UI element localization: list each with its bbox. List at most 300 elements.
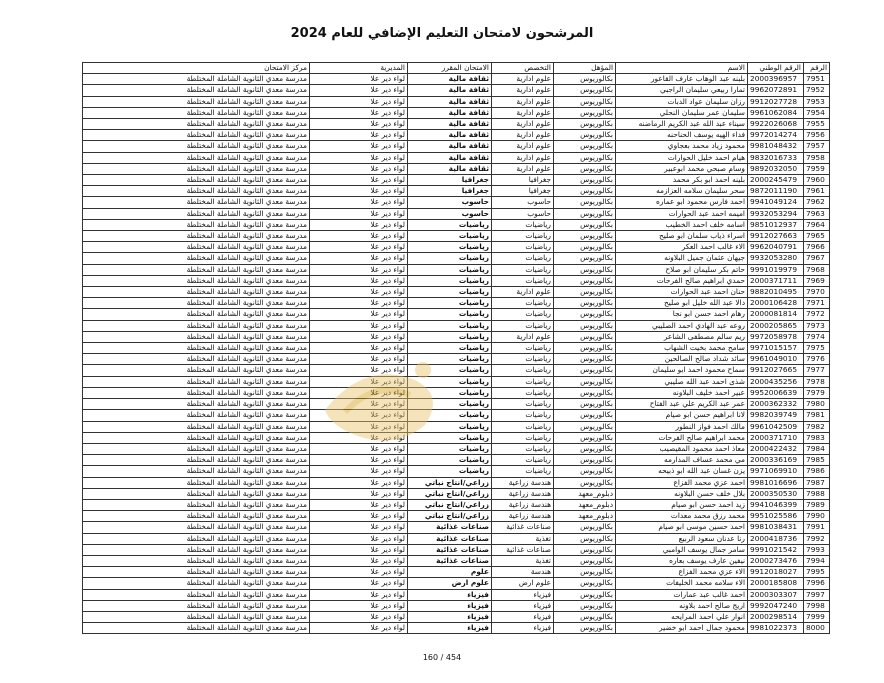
cell-exam-center: مدرسة معدي الثانوية الشاملة المختلطة (83, 152, 310, 163)
cell-candidate-name: رنا عدنان سعود الربيع (616, 533, 748, 544)
cell-candidate-name: رهام احمد حسن ابو نجا (616, 309, 748, 320)
cell-national-id: 9941049124 (748, 197, 804, 208)
cell-specialization: علوم ارض (492, 578, 554, 589)
cell-national-id: 2000371711 (748, 275, 804, 286)
cell-qualification: دبلوم_معهد (554, 511, 616, 522)
cell-qualification: بكالوريوس (554, 544, 616, 555)
cell-row-number: 7996 (804, 578, 830, 589)
cell-row-number: 7977 (804, 365, 830, 376)
cell-specialization: رياضيات (492, 421, 554, 432)
cell-exam-center: مدرسة معدي الثانوية الشاملة المختلطة (83, 488, 310, 499)
cell-national-id: 9991019979 (748, 264, 804, 275)
table-row (83, 455, 830, 466)
table-row (83, 522, 830, 533)
cell-specialization: فيزياء (492, 611, 554, 622)
cell-qualification: دبلوم_معهد (554, 499, 616, 510)
header-cell: التخصص (492, 63, 554, 74)
cell-directorate: لواء دير علا (310, 544, 408, 555)
cell-exam-center: مدرسة معدي الثانوية الشاملة المختلطة (83, 365, 310, 376)
cell-row-number: 7998 (804, 600, 830, 611)
table-row (83, 410, 830, 421)
cell-row-number: 7975 (804, 343, 830, 354)
cell-row-number: 7954 (804, 107, 830, 118)
table-row (83, 623, 830, 634)
cell-qualification: بكالوريوس (554, 600, 616, 611)
cell-candidate-name: الاء سلامه محمد الخليفات (616, 578, 748, 589)
cell-qualification: بكالوريوس (554, 74, 616, 85)
cell-exam-subject: رياضيات (408, 231, 492, 242)
cell-row-number: 7991 (804, 522, 830, 533)
cell-candidate-name: هيام احمد خليل الحوارات (616, 152, 748, 163)
cell-exam-center: مدرسة معدي الثانوية الشاملة المختلطة (83, 331, 310, 342)
cell-candidate-name: اسراء ذياب سلمان ابو صليح (616, 231, 748, 242)
cell-directorate: لواء دير علا (310, 365, 408, 376)
cell-specialization: هندسة زراعية (492, 477, 554, 488)
cell-qualification: بكالوريوس (554, 231, 616, 242)
cell-exam-center: مدرسة معدي الثانوية الشاملة المختلطة (83, 74, 310, 85)
cell-specialization: فيزياء (492, 623, 554, 634)
cell-row-number: 7980 (804, 399, 830, 410)
cell-exam-subject: رياضيات (408, 421, 492, 432)
cell-row-number: 8000 (804, 623, 830, 634)
cell-exam-subject: رياضيات (408, 343, 492, 354)
cell-exam-subject: جغرافيا (408, 186, 492, 197)
cell-directorate: لواء دير علا (310, 600, 408, 611)
cell-row-number: 7957 (804, 141, 830, 152)
cell-national-id: 2000081814 (748, 309, 804, 320)
cell-candidate-name: محمود زياد محمد بعجاوي (616, 141, 748, 152)
cell-national-id: 9932053280 (748, 253, 804, 264)
cell-row-number: 7967 (804, 253, 830, 264)
cell-row-number: 7987 (804, 477, 830, 488)
cell-candidate-name: بلينه احمد ابو بكر محمد (616, 175, 748, 186)
cell-national-id: 9912027728 (748, 96, 804, 107)
cell-national-id: 9951025586 (748, 511, 804, 522)
cell-specialization: علوم ادارية (492, 152, 554, 163)
cell-candidate-name: تمارا ربيعي سليمان الراجبي (616, 85, 748, 96)
cell-exam-center: مدرسة معدي الثانوية الشاملة المختلطة (83, 499, 310, 510)
cell-qualification: بكالوريوس (554, 443, 616, 454)
table-row (83, 578, 830, 589)
cell-directorate: لواء دير علا (310, 488, 408, 499)
cell-candidate-name: احمد عزي محمد الفزاع (616, 477, 748, 488)
cell-national-id: 9981022373 (748, 623, 804, 634)
cell-qualification: بكالوريوس (554, 186, 616, 197)
table-row (83, 320, 830, 331)
cell-qualification: بكالوريوس (554, 455, 616, 466)
cell-directorate: لواء دير علا (310, 432, 408, 443)
cell-specialization: فيزياء (492, 600, 554, 611)
cell-national-id: 9912018027 (748, 567, 804, 578)
cell-qualification: دبلوم_معهد (554, 488, 616, 499)
cell-national-id: 2000245479 (748, 175, 804, 186)
cell-qualification: بكالوريوس (554, 163, 616, 174)
cell-candidate-name: سائد شداد صالح الصالحين (616, 354, 748, 365)
cell-qualification: بكالوريوس (554, 309, 616, 320)
cell-exam-center: مدرسة معدي الثانوية الشاملة المختلطة (83, 320, 310, 331)
cell-candidate-name: احمد غالب عبد عمارات (616, 589, 748, 600)
cell-qualification: بكالوريوس (554, 320, 616, 331)
cell-candidate-name: نيفين عارف يوسف بعاره (616, 555, 748, 566)
cell-row-number: 7983 (804, 432, 830, 443)
cell-specialization: هندسة زراعية (492, 499, 554, 510)
cell-specialization: تغذية (492, 533, 554, 544)
cell-directorate: لواء دير علا (310, 208, 408, 219)
cell-directorate: لواء دير علا (310, 455, 408, 466)
cell-exam-subject: رياضيات (408, 287, 492, 298)
cell-qualification: بكالوريوس (554, 264, 616, 275)
table-row (83, 511, 830, 522)
cell-directorate: لواء دير علا (310, 387, 408, 398)
cell-exam-center: مدرسة معدي الثانوية الشاملة المختلطة (83, 623, 310, 634)
cell-candidate-name: يزن غسان عبد الله ابو ذبيحه (616, 466, 748, 477)
cell-exam-center: مدرسة معدي الثانوية الشاملة المختلطة (83, 253, 310, 264)
cell-row-number: 7971 (804, 298, 830, 309)
cell-national-id: 2000396957 (748, 74, 804, 85)
cell-candidate-name: بلال خلف حسن البلاونه (616, 488, 748, 499)
cell-row-number: 7990 (804, 511, 830, 522)
table-row (83, 175, 830, 186)
cell-qualification: بكالوريوس (554, 298, 616, 309)
cell-national-id: 9941046399 (748, 499, 804, 510)
cell-exam-subject: ثقافة مالية (408, 163, 492, 174)
table-body (83, 74, 830, 634)
cell-row-number: 7979 (804, 387, 830, 398)
table-row (83, 421, 830, 432)
cell-row-number: 7997 (804, 589, 830, 600)
cell-exam-center: مدرسة معدي الثانوية الشاملة المختلطة (83, 421, 310, 432)
cell-specialization: رياضيات (492, 455, 554, 466)
table-row (83, 488, 830, 499)
cell-directorate: لواء دير علا (310, 421, 408, 432)
cell-specialization: علوم ادارية (492, 96, 554, 107)
cell-qualification: بكالوريوس (554, 421, 616, 432)
cell-candidate-name: سحر سليمان سلامه العزازمه (616, 186, 748, 197)
cell-qualification: بكالوريوس (554, 287, 616, 298)
cell-specialization: علوم ادارية (492, 287, 554, 298)
cell-exam-center: مدرسة معدي الثانوية الشاملة المختلطة (83, 242, 310, 253)
cell-candidate-name: اريج صالح احمد بلاونه (616, 600, 748, 611)
cell-national-id: 9972014274 (748, 130, 804, 141)
cell-exam-center: مدرسة معدي الثانوية الشاملة المختلطة (83, 130, 310, 141)
cell-directorate: لواء دير علا (310, 242, 408, 253)
cell-exam-center: مدرسة معدي الثانوية الشاملة المختلطة (83, 522, 310, 533)
cell-directorate: لواء دير علا (310, 141, 408, 152)
cell-qualification: بكالوريوس (554, 107, 616, 118)
cell-specialization: هندسة (492, 567, 554, 578)
table-row (83, 74, 830, 85)
cell-national-id: 2000336169 (748, 455, 804, 466)
cell-specialization: رياضيات (492, 253, 554, 264)
table-header-row (83, 63, 830, 74)
cell-directorate: لواء دير علا (310, 522, 408, 533)
table-row (83, 432, 830, 443)
table-row (83, 208, 830, 219)
cell-exam-subject: زراعي/انتاج نباتي (408, 511, 492, 522)
cell-row-number: 7972 (804, 309, 830, 320)
table-row (83, 85, 830, 96)
cell-exam-subject: علوم (408, 567, 492, 578)
cell-exam-center: مدرسة معدي الثانوية الشاملة المختلطة (83, 186, 310, 197)
cell-national-id: 9961062084 (748, 107, 804, 118)
cell-specialization: هندسة زراعية (492, 488, 554, 499)
table-row (83, 611, 830, 622)
table-row (83, 466, 830, 477)
cell-exam-subject: رياضيات (408, 320, 492, 331)
cell-candidate-name: حاتم بكر سليمان ابو صلاح (616, 264, 748, 275)
cell-national-id: 9851012937 (748, 219, 804, 230)
cell-directorate: لواء دير علا (310, 130, 408, 141)
cell-exam-subject: صناعات غذائية (408, 533, 492, 544)
cell-national-id: 9971069910 (748, 466, 804, 477)
cell-exam-center: مدرسة معدي الثانوية الشاملة المختلطة (83, 231, 310, 242)
cell-qualification: بكالوريوس (554, 466, 616, 477)
cell-national-id: 2000303307 (748, 589, 804, 600)
cell-qualification: بكالوريوس (554, 175, 616, 186)
cell-exam-subject: فيزياء (408, 600, 492, 611)
cell-exam-subject: رياضيات (408, 466, 492, 477)
cell-row-number: 7959 (804, 163, 830, 174)
cell-directorate: لواء دير علا (310, 511, 408, 522)
cell-row-number: 7973 (804, 320, 830, 331)
cell-row-number: 7966 (804, 242, 830, 253)
cell-specialization: علوم ادارية (492, 107, 554, 118)
cell-row-number: 7978 (804, 376, 830, 387)
cell-exam-subject: زراعي/انتاج نباتي (408, 499, 492, 510)
cell-exam-center: مدرسة معدي الثانوية الشاملة المختلطة (83, 141, 310, 152)
cell-qualification: بكالوريوس (554, 399, 616, 410)
cell-exam-subject: رياضيات (408, 242, 492, 253)
cell-national-id: 9971015157 (748, 343, 804, 354)
cell-exam-center: مدرسة معدي الثانوية الشاملة المختلطة (83, 298, 310, 309)
cell-exam-subject: ثقافة مالية (408, 107, 492, 118)
cell-qualification: بكالوريوس (554, 197, 616, 208)
cell-exam-subject: رياضيات (408, 264, 492, 275)
cell-directorate: لواء دير علا (310, 354, 408, 365)
cell-exam-center: مدرسة معدي الثانوية الشاملة المختلطة (83, 208, 310, 219)
cell-specialization: رياضيات (492, 231, 554, 242)
cell-candidate-name: الاء غالب احمد العكر (616, 242, 748, 253)
cell-exam-center: مدرسة معدي الثانوية الشاملة المختلطة (83, 410, 310, 421)
cell-exam-subject: رياضيات (408, 253, 492, 264)
cell-row-number: 7964 (804, 219, 830, 230)
candidates-table (82, 62, 830, 634)
cell-candidate-name: عمر عبد الكريم علي عبد الفتاح (616, 399, 748, 410)
cell-national-id: 9882010495 (748, 287, 804, 298)
cell-specialization: رياضيات (492, 443, 554, 454)
cell-directorate: لواء دير علا (310, 96, 408, 107)
cell-national-id: 2000362332 (748, 399, 804, 410)
cell-exam-subject: رياضيات (408, 387, 492, 398)
cell-exam-center: مدرسة معدي الثانوية الشاملة المختلطة (83, 611, 310, 622)
cell-row-number: 7993 (804, 544, 830, 555)
cell-directorate: لواء دير علا (310, 477, 408, 488)
cell-candidate-name: اسامه خلف احمد الخطيب (616, 219, 748, 230)
cell-row-number: 7955 (804, 119, 830, 130)
cell-national-id: 9961042509 (748, 421, 804, 432)
cell-exam-center: مدرسة معدي الثانوية الشاملة المختلطة (83, 197, 310, 208)
cell-directorate: لواء دير علا (310, 231, 408, 242)
cell-row-number: 7958 (804, 152, 830, 163)
cell-national-id: 9982039749 (748, 410, 804, 421)
cell-national-id: 9962072891 (748, 85, 804, 96)
table-row (83, 107, 830, 118)
table-row (83, 443, 830, 454)
cell-exam-center: مدرسة معدي الثانوية الشاملة المختلطة (83, 600, 310, 611)
cell-exam-center: مدرسة معدي الثانوية الشاملة المختلطة (83, 354, 310, 365)
cell-exam-center: مدرسة معدي الثانوية الشاملة المختلطة (83, 511, 310, 522)
cell-qualification: بكالوريوس (554, 589, 616, 600)
cell-national-id: 9981016696 (748, 477, 804, 488)
cell-exam-center: مدرسة معدي الثانوية الشاملة المختلطة (83, 343, 310, 354)
cell-exam-subject: ثقافة مالية (408, 96, 492, 107)
table-row (83, 152, 830, 163)
cell-exam-center: مدرسة معدي الثانوية الشاملة المختلطة (83, 533, 310, 544)
cell-row-number: 7999 (804, 611, 830, 622)
cell-exam-center: مدرسة معدي الثانوية الشاملة المختلطة (83, 578, 310, 589)
table-row (83, 275, 830, 286)
cell-exam-subject: فيزياء (408, 589, 492, 600)
cell-row-number: 7994 (804, 555, 830, 566)
table-row (83, 354, 830, 365)
cell-national-id: 2000350530 (748, 488, 804, 499)
cell-directorate: لواء دير علا (310, 533, 408, 544)
cell-specialization: رياضيات (492, 387, 554, 398)
candidates-table-wrapper (82, 62, 829, 634)
cell-candidate-name: محمد رزق محمد معدات (616, 511, 748, 522)
table-row (83, 287, 830, 298)
table-row (83, 499, 830, 510)
table-row (83, 298, 830, 309)
cell-directorate: لواء دير علا (310, 320, 408, 331)
cell-row-number: 7968 (804, 264, 830, 275)
cell-directorate: لواء دير علا (310, 578, 408, 589)
cell-exam-center: مدرسة معدي الثانوية الشاملة المختلطة (83, 309, 310, 320)
cell-national-id: 9892032050 (748, 163, 804, 174)
cell-specialization: علوم ادارية (492, 141, 554, 152)
cell-qualification: بكالوريوس (554, 376, 616, 387)
cell-candidate-name: احمد حسين موسى ابو صيام (616, 522, 748, 533)
cell-directorate: لواء دير علا (310, 567, 408, 578)
cell-directorate: لواء دير علا (310, 343, 408, 354)
cell-candidate-name: حمدي ابراهيم صالح الفرحات (616, 275, 748, 286)
header-cell: الاسم (616, 63, 748, 74)
cell-qualification: بكالوريوس (554, 253, 616, 264)
table-row (83, 309, 830, 320)
cell-exam-subject: صناعات غذائية (408, 544, 492, 555)
cell-directorate: لواء دير علا (310, 152, 408, 163)
cell-specialization: حاسوب (492, 197, 554, 208)
cell-candidate-name: معاذ احمد محمود المقيصيب (616, 443, 748, 454)
cell-exam-center: مدرسة معدي الثانوية الشاملة المختلطة (83, 376, 310, 387)
cell-specialization: رياضيات (492, 466, 554, 477)
table-row (83, 600, 830, 611)
cell-directorate: لواء دير علا (310, 499, 408, 510)
table-row (83, 365, 830, 376)
cell-exam-subject: رياضيات (408, 309, 492, 320)
cell-specialization: صناعات غذائية (492, 544, 554, 555)
cell-national-id: 2000298514 (748, 611, 804, 622)
cell-directorate: لواء دير علا (310, 466, 408, 477)
cell-directorate: لواء دير علا (310, 623, 408, 634)
cell-candidate-name: شذى احمد عبد الله صليبي (616, 376, 748, 387)
cell-national-id: 9832016733 (748, 152, 804, 163)
cell-qualification: بكالوريوس (554, 522, 616, 533)
table-row (83, 331, 830, 342)
cell-qualification: بكالوريوس (554, 219, 616, 230)
cell-row-number: 7960 (804, 175, 830, 186)
cell-candidate-name: سيناء عبد الله عبد الكريم الرماضنه (616, 119, 748, 130)
table-row (83, 555, 830, 566)
cell-exam-subject: رياضيات (408, 399, 492, 410)
cell-candidate-name: سامح محمد بخيت الشهاب (616, 343, 748, 354)
cell-exam-center: مدرسة معدي الثانوية الشاملة المختلطة (83, 275, 310, 286)
cell-national-id: 9912027663 (748, 231, 804, 242)
cell-exam-subject: فيزياء (408, 611, 492, 622)
cell-directorate: لواء دير علا (310, 197, 408, 208)
table-row (83, 119, 830, 130)
cell-row-number: 7989 (804, 499, 830, 510)
cell-directorate: لواء دير علا (310, 399, 408, 410)
cell-specialization: رياضيات (492, 219, 554, 230)
cell-candidate-name: ريم سالم مصطفى الشاعر (616, 331, 748, 342)
cell-national-id: 2000371710 (748, 432, 804, 443)
cell-specialization: رياضيات (492, 410, 554, 421)
table-row (83, 141, 830, 152)
cell-specialization: علوم ادارية (492, 85, 554, 96)
cell-exam-subject: ثقافة مالية (408, 130, 492, 141)
table-row (83, 197, 830, 208)
cell-candidate-name: زيد احمد حسن ابو صيام (616, 499, 748, 510)
cell-directorate: لواء دير علا (310, 264, 408, 275)
table-row (83, 533, 830, 544)
table-row (83, 343, 830, 354)
cell-row-number: 7962 (804, 197, 830, 208)
cell-national-id: 2000422432 (748, 443, 804, 454)
cell-exam-subject: ثقافة مالية (408, 74, 492, 85)
cell-directorate: لواء دير علا (310, 287, 408, 298)
cell-candidate-name: جيهان عثمان جميل البلاونه (616, 253, 748, 264)
cell-specialization: حاسوب (492, 208, 554, 219)
cell-exam-center: مدرسة معدي الثانوية الشاملة المختلطة (83, 455, 310, 466)
table-row (83, 544, 830, 555)
cell-candidate-name: عبير احمد خليف البلاونه (616, 387, 748, 398)
cell-specialization: تغذية (492, 555, 554, 566)
cell-national-id: 2000273476 (748, 555, 804, 566)
cell-directorate: لواء دير علا (310, 163, 408, 174)
page-title: المرشحون لامتحان التعليم الإضافي للعام 2024 (290, 26, 594, 41)
table-row (83, 387, 830, 398)
cell-specialization: جغرافيا (492, 175, 554, 186)
cell-specialization: رياضيات (492, 275, 554, 286)
cell-qualification: بكالوريوس (554, 365, 616, 376)
cell-qualification: بكالوريوس (554, 623, 616, 634)
cell-exam-subject: رياضيات (408, 298, 492, 309)
cell-candidate-name: روعه عبد الهادي احمد الصليبي (616, 320, 748, 331)
table-row (83, 376, 830, 387)
cell-qualification: بكالوريوس (554, 119, 616, 130)
table-row (83, 264, 830, 275)
cell-exam-center: مدرسة معدي الثانوية الشاملة المختلطة (83, 544, 310, 555)
cell-qualification: بكالوريوس (554, 578, 616, 589)
cell-exam-subject: رياضيات (408, 219, 492, 230)
cell-row-number: 7952 (804, 85, 830, 96)
table-row (83, 253, 830, 264)
cell-candidate-name: سماح محمود احمد ابو سليمان (616, 365, 748, 376)
cell-candidate-name: محمود جمال احمد ابو خضير (616, 623, 748, 634)
cell-row-number: 7951 (804, 74, 830, 85)
cell-national-id: 9981038431 (748, 522, 804, 533)
